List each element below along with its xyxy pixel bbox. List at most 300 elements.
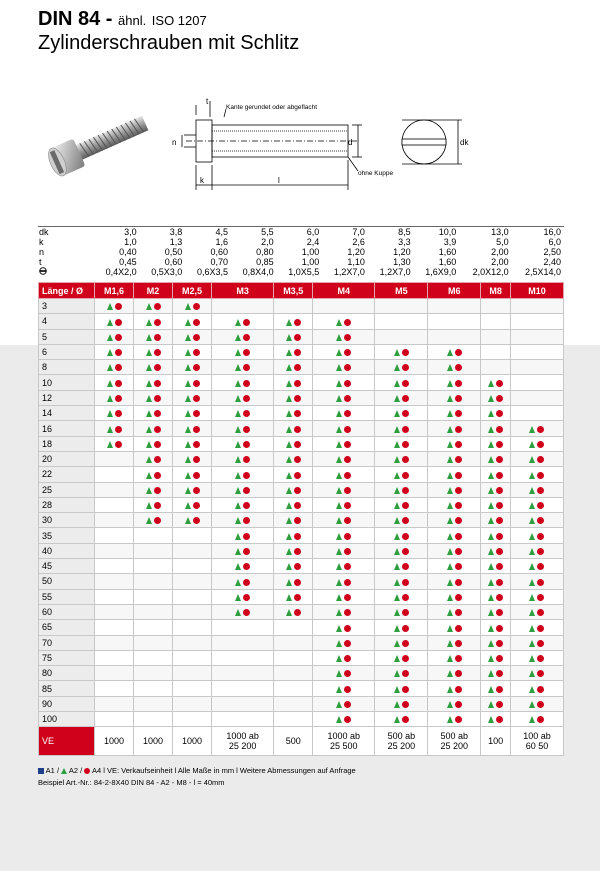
length-value: 22 xyxy=(39,467,95,482)
ve-value xyxy=(134,727,173,756)
a2-triangle-icon xyxy=(286,502,292,509)
a4-dot-icon xyxy=(193,334,200,341)
availability-cell xyxy=(375,390,428,405)
a2-triangle-icon xyxy=(529,701,535,708)
a2-triangle-icon xyxy=(107,426,113,433)
a2-triangle-icon xyxy=(336,625,342,632)
a4-dot-icon xyxy=(294,334,301,341)
availability-cell xyxy=(428,497,481,512)
table-row xyxy=(39,436,564,451)
a2-triangle-icon xyxy=(185,303,191,310)
availability-cell xyxy=(134,421,173,436)
availability-cell xyxy=(375,421,428,436)
dim-value: 0,45 xyxy=(119,257,137,267)
availability-cell xyxy=(212,666,274,681)
table-row xyxy=(39,528,564,543)
a2-triangle-icon xyxy=(488,533,494,540)
a2-triangle-icon xyxy=(529,487,535,494)
a4-dot-icon xyxy=(294,349,301,356)
a2-triangle-icon xyxy=(146,472,152,479)
ve-value xyxy=(173,727,212,756)
a2-triangle-icon xyxy=(235,594,241,601)
a4-dot-icon xyxy=(455,655,462,662)
a2-triangle-icon xyxy=(394,380,400,387)
a4-dot-icon xyxy=(344,548,351,555)
size-header: M2,5 xyxy=(173,283,212,299)
availability-cell xyxy=(481,406,511,421)
a4-dot-icon xyxy=(496,517,503,524)
availability-cell xyxy=(428,421,481,436)
availability-cell xyxy=(375,712,428,727)
table-row xyxy=(39,344,564,359)
availability-cell xyxy=(428,314,481,329)
length-value: 85 xyxy=(39,681,95,696)
table-row xyxy=(39,421,564,436)
a2-triangle-icon xyxy=(286,349,292,356)
a2-triangle-icon xyxy=(61,768,67,774)
dim-value: 0,70 xyxy=(210,257,228,267)
a4-dot-icon xyxy=(496,686,503,693)
table-row xyxy=(39,712,564,727)
a4-dot-icon xyxy=(402,441,409,448)
a2-triangle-icon xyxy=(286,380,292,387)
a4-dot-icon xyxy=(344,426,351,433)
a2-triangle-icon xyxy=(185,395,191,402)
availability-cell xyxy=(375,497,428,512)
a4-dot-icon xyxy=(496,380,503,387)
a2-triangle-icon xyxy=(286,487,292,494)
a4-dot-icon xyxy=(154,334,161,341)
a2-triangle-icon xyxy=(185,426,191,433)
availability-cell xyxy=(428,620,481,635)
availability-cell xyxy=(428,589,481,604)
a2-triangle-icon xyxy=(336,548,342,555)
availability-cell xyxy=(173,635,212,650)
a2-triangle-icon xyxy=(529,655,535,662)
a4-dot-icon xyxy=(344,349,351,356)
dim-value: 2,6 xyxy=(352,237,365,247)
a4-dot-icon xyxy=(193,364,200,371)
a2-triangle-icon xyxy=(488,517,494,524)
availability-cell xyxy=(212,559,274,574)
a2-triangle-icon xyxy=(185,456,191,463)
availability-cell xyxy=(173,344,212,359)
a4-dot-icon xyxy=(294,472,301,479)
availability-cell xyxy=(481,528,511,543)
a2-triangle-icon xyxy=(107,349,113,356)
a2-triangle-icon xyxy=(146,502,152,509)
length-value: 16 xyxy=(39,421,95,436)
a4-dot-icon xyxy=(455,579,462,586)
length-value: 90 xyxy=(39,696,95,711)
a2-triangle-icon xyxy=(107,441,113,448)
availability-cell xyxy=(375,513,428,528)
a4-dot-icon xyxy=(402,380,409,387)
a4-dot-icon xyxy=(537,686,544,693)
a4-dot-icon xyxy=(344,395,351,402)
availability-cell xyxy=(173,650,212,665)
availability-cell xyxy=(510,467,563,482)
a4-dot-icon xyxy=(344,319,351,326)
a2-triangle-icon xyxy=(447,349,453,356)
a4-dot-icon xyxy=(402,701,409,708)
availability-cell xyxy=(95,589,134,604)
availability-cell xyxy=(274,604,313,619)
availability-cell xyxy=(173,513,212,528)
availability-cell xyxy=(134,696,173,711)
dim-value: 13,0 xyxy=(459,227,511,238)
a4-dot-icon xyxy=(243,441,250,448)
dim-value: 8,5 xyxy=(368,227,414,238)
a2-triangle-icon xyxy=(146,517,152,524)
a4-dot-icon xyxy=(243,364,250,371)
availability-cell xyxy=(173,406,212,421)
availability-cell xyxy=(95,360,134,375)
availability-cell xyxy=(510,344,563,359)
dim-value: 0,8X4,0 xyxy=(242,267,274,277)
availability-cell xyxy=(95,620,134,635)
availability-cell xyxy=(212,329,274,344)
a4-dot-icon xyxy=(193,441,200,448)
availability-cell xyxy=(134,406,173,421)
availability-cell xyxy=(274,451,313,466)
availability-cell xyxy=(173,436,212,451)
availability-cell xyxy=(375,329,428,344)
dim-value: 1,3 xyxy=(169,237,183,247)
a4-dot-icon xyxy=(294,380,301,387)
availability-cell xyxy=(481,589,511,604)
availability-cell xyxy=(481,497,511,512)
a2-triangle-icon xyxy=(447,594,453,601)
availability-cell xyxy=(173,467,212,482)
availability-cell xyxy=(212,696,274,711)
availability-cell xyxy=(212,344,274,359)
availability-cell xyxy=(212,589,274,604)
length-value: 40 xyxy=(39,543,95,558)
availability-cell xyxy=(95,390,134,405)
availability-cell xyxy=(481,559,511,574)
a2-triangle-icon xyxy=(529,609,535,616)
availability-cell xyxy=(375,589,428,604)
a4-dot-icon xyxy=(455,563,462,570)
drawing-label-kuppe: ohne Kuppe xyxy=(358,170,394,177)
availability-cell xyxy=(134,712,173,727)
a4-dot-icon xyxy=(243,594,250,601)
a2-triangle-icon xyxy=(146,410,152,417)
availability-cell xyxy=(428,635,481,650)
availability-cell xyxy=(510,482,563,497)
a2-triangle-icon xyxy=(488,716,494,723)
availability-cell xyxy=(173,497,212,512)
availability-cell xyxy=(428,666,481,681)
a2-triangle-icon xyxy=(447,487,453,494)
availability-cell xyxy=(428,543,481,558)
a2-triangle-icon xyxy=(107,303,113,310)
availability-cell xyxy=(134,589,173,604)
a4-dot-icon xyxy=(154,319,161,326)
a2-triangle-icon xyxy=(235,563,241,570)
availability-cell xyxy=(95,604,134,619)
legend xyxy=(38,766,356,788)
a2-triangle-icon xyxy=(394,517,400,524)
a4-dot-icon xyxy=(344,701,351,708)
table-row xyxy=(39,543,564,558)
length-value: 35 xyxy=(39,528,95,543)
availability-cell xyxy=(95,696,134,711)
availability-cell xyxy=(428,696,481,711)
a4-dot-icon xyxy=(344,334,351,341)
a2-triangle-icon xyxy=(235,609,241,616)
a2-triangle-icon xyxy=(107,364,113,371)
a4-dot-icon xyxy=(455,640,462,647)
a4-dot-icon xyxy=(294,502,301,509)
a2-triangle-icon xyxy=(394,364,400,371)
a2-triangle-icon xyxy=(336,364,342,371)
dim-value: 1,2X7,0 xyxy=(333,267,365,277)
table-row xyxy=(39,497,564,512)
availability-cell xyxy=(428,390,481,405)
availability-cell xyxy=(428,329,481,344)
availability-cell xyxy=(212,436,274,451)
a2-triangle-icon xyxy=(529,716,535,723)
a4-dot-icon xyxy=(344,640,351,647)
a2-triangle-icon xyxy=(146,303,152,310)
table-row xyxy=(39,513,564,528)
availability-cell xyxy=(510,375,563,390)
dim-value: 1,60 xyxy=(438,247,457,257)
a2-triangle-icon xyxy=(447,533,453,540)
dim-value: 2,50 xyxy=(543,247,561,257)
a4-dot-icon xyxy=(154,441,161,448)
ve-value xyxy=(481,727,511,756)
a2-triangle-icon xyxy=(336,563,342,570)
size-header: M3,5 xyxy=(274,283,313,299)
ve-value-line: 1000 xyxy=(142,736,164,747)
a4-dot-icon xyxy=(402,517,409,524)
title-line xyxy=(38,8,299,32)
a4-dot-icon xyxy=(294,609,301,616)
a2-triangle-icon xyxy=(336,579,342,586)
ve-value-line: 500 ab xyxy=(387,731,416,742)
a4-dot-icon xyxy=(115,334,122,341)
availability-cell xyxy=(428,451,481,466)
dim-row xyxy=(38,247,564,257)
availability-cell xyxy=(274,650,313,665)
availability-cell xyxy=(274,406,313,421)
availability-cell xyxy=(481,360,511,375)
availability-cell xyxy=(428,681,481,696)
a2-triangle-icon xyxy=(529,686,535,693)
a2-triangle-icon xyxy=(336,670,342,677)
dim-value: 1,10 xyxy=(347,257,365,267)
table-row xyxy=(39,620,564,635)
availability-cell xyxy=(481,712,511,727)
table-row xyxy=(39,451,564,466)
length-value: 8 xyxy=(39,360,95,375)
availability-cell xyxy=(375,467,428,482)
availability-cell xyxy=(274,574,313,589)
ve-value-line: 25 500 xyxy=(330,741,358,752)
availability-cell xyxy=(510,513,563,528)
a4-dot-icon xyxy=(344,364,351,371)
availability-cell xyxy=(212,543,274,558)
a4-dot-icon xyxy=(243,517,250,524)
a2-triangle-icon xyxy=(146,395,152,402)
availability-cell xyxy=(481,513,511,528)
dim-k-label: k xyxy=(200,176,204,185)
availability-cell xyxy=(510,543,563,558)
availability-cell xyxy=(173,528,212,543)
availability-cell xyxy=(313,513,375,528)
availability-cell xyxy=(481,375,511,390)
availability-cell xyxy=(95,666,134,681)
a4-dot-icon xyxy=(344,472,351,479)
availability-cell xyxy=(375,299,428,314)
availability-cell xyxy=(428,406,481,421)
a2-triangle-icon xyxy=(336,410,342,417)
table-row xyxy=(39,604,564,619)
a4-dot-icon xyxy=(193,303,200,310)
availability-cell xyxy=(274,497,313,512)
a2-triangle-icon xyxy=(146,380,152,387)
dim-value: 1,30 xyxy=(393,257,411,267)
a2-triangle-icon xyxy=(185,380,191,387)
length-value: 28 xyxy=(39,497,95,512)
a2-triangle-icon xyxy=(185,349,191,356)
table-row xyxy=(39,696,564,711)
availability-cell xyxy=(134,329,173,344)
a4-dot-icon xyxy=(402,472,409,479)
legend-sep2: / xyxy=(80,766,83,775)
legend-sep1: / xyxy=(56,766,60,775)
availability-cell xyxy=(173,712,212,727)
a4-dot-icon xyxy=(344,609,351,616)
a2-triangle-icon xyxy=(336,609,342,616)
dim-row xyxy=(38,257,564,267)
availability-cell xyxy=(274,329,313,344)
availability-cell xyxy=(95,635,134,650)
a4-dot-icon xyxy=(496,670,503,677)
a4-dot-icon xyxy=(537,487,544,494)
availability-cell xyxy=(510,329,563,344)
availability-cell xyxy=(274,344,313,359)
a2-triangle-icon xyxy=(447,548,453,555)
dim-row-label: dk xyxy=(38,227,94,238)
dim-value: 0,4X2,0 xyxy=(105,267,137,277)
a4-dot-icon xyxy=(537,563,544,570)
availability-cell xyxy=(510,451,563,466)
a4-dot-icon xyxy=(193,349,200,356)
availability-cell xyxy=(173,329,212,344)
dim-row-label: t xyxy=(39,257,42,267)
a4-dot-icon xyxy=(154,395,161,402)
availability-cell xyxy=(173,681,212,696)
a2-triangle-icon xyxy=(488,502,494,509)
availability-cell xyxy=(95,421,134,436)
dim-value: 16,0 xyxy=(512,227,564,238)
availability-cell xyxy=(375,482,428,497)
length-value: 25 xyxy=(39,482,95,497)
availability-cell xyxy=(274,635,313,650)
a4-dot-icon xyxy=(193,472,200,479)
length-value: 4 xyxy=(39,314,95,329)
a4-dot-icon xyxy=(537,426,544,433)
ve-value-line: 25 200 xyxy=(387,741,416,752)
a2-triangle-icon xyxy=(529,594,535,601)
availability-cell xyxy=(510,635,563,650)
a4-dot-icon xyxy=(154,487,161,494)
availability-cell xyxy=(274,482,313,497)
a2-triangle-icon xyxy=(336,517,342,524)
availability-cell xyxy=(510,314,563,329)
a2-triangle-icon xyxy=(235,472,241,479)
a2-triangle-icon xyxy=(447,640,453,647)
length-value: 45 xyxy=(39,559,95,574)
availability-cell xyxy=(313,635,375,650)
length-value: 5 xyxy=(39,329,95,344)
dim-value: 1,60 xyxy=(438,257,457,267)
a2-triangle-icon xyxy=(488,686,494,693)
a4-dot-icon xyxy=(243,334,250,341)
availability-cell xyxy=(375,436,428,451)
a4-dot-icon xyxy=(402,594,409,601)
availability-cell xyxy=(313,360,375,375)
ve-value-line: 1000 ab xyxy=(226,731,259,742)
availability-cell xyxy=(274,390,313,405)
a4-dot-icon xyxy=(402,579,409,586)
a4-dot-icon xyxy=(115,319,122,326)
availability-cell xyxy=(173,666,212,681)
availability-cell xyxy=(375,681,428,696)
a2-triangle-icon xyxy=(447,563,453,570)
availability-cell xyxy=(313,329,375,344)
availability-cell xyxy=(173,620,212,635)
a2-triangle-icon xyxy=(235,579,241,586)
availability-cell xyxy=(481,344,511,359)
legend-line xyxy=(38,766,356,776)
a4-dot-icon xyxy=(344,487,351,494)
availability-cell xyxy=(212,604,274,619)
availability-cell xyxy=(481,467,511,482)
a2-triangle-icon xyxy=(447,395,453,402)
dim-value: 10,0 xyxy=(414,227,460,238)
a4-dot-icon xyxy=(243,410,250,417)
availability-cell xyxy=(481,299,511,314)
a2-triangle-icon xyxy=(235,410,241,417)
a2-triangle-icon xyxy=(529,502,535,509)
availability-cell xyxy=(428,528,481,543)
drawing-label-kante: Kante gerundet oder abgeflacht xyxy=(226,104,318,111)
a4-dot-icon xyxy=(455,472,462,479)
availability-cell xyxy=(510,528,563,543)
a2-triangle-icon xyxy=(235,319,241,326)
a2-triangle-icon xyxy=(529,579,535,586)
a4-dot-icon xyxy=(537,502,544,509)
length-value: 100 xyxy=(39,712,95,727)
ve-value-line: 100 ab xyxy=(523,731,551,742)
a4-dot-icon xyxy=(455,364,462,371)
a2-triangle-icon xyxy=(447,441,453,448)
availability-cell xyxy=(95,650,134,665)
a4-dot-icon xyxy=(344,655,351,662)
a2-triangle-icon xyxy=(488,548,494,555)
availability-cell xyxy=(313,375,375,390)
a2-triangle-icon xyxy=(488,456,494,463)
a4-dot-icon xyxy=(344,716,351,723)
a2-triangle-icon xyxy=(394,563,400,570)
availability-cell xyxy=(428,344,481,359)
availability-cell xyxy=(212,421,274,436)
